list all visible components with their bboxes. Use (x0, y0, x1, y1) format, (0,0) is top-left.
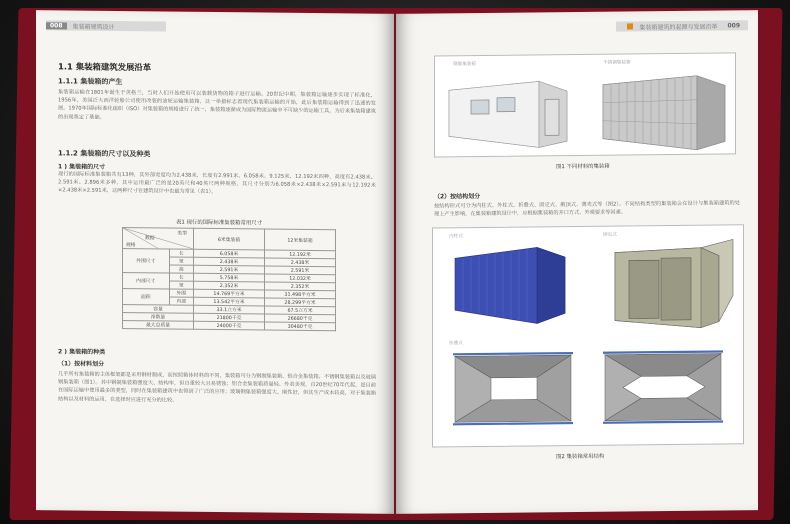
table-cell: 长 (169, 249, 193, 257)
running-head-text: 集装箱建筑的起源与发展沿革 (639, 23, 718, 31)
heading: （2）按结构划分 (434, 193, 481, 201)
containers-illustration (435, 53, 735, 156)
running-head-right (627, 20, 744, 31)
table-cell: 28.299平方米 (265, 298, 336, 307)
table-cell: 净数量 (123, 313, 194, 322)
subsection-title: 1.1.2 集装箱的尺寸以及种类 (58, 149, 151, 159)
table-cell: 14.769平方米 (194, 289, 265, 298)
table-cell: 宽 (169, 257, 193, 265)
paragraph: 现行的国际标准集装箱共有13种，其外部宽度均为2.438米，长度有2.991米、6.058米、9.125米、12.192米四种，高度有2.438米、2.591米、2.896米多种，其中运用最广泛的是20英尺和40英尺两种规格，其尺寸分别为6.058米×2.438米×2.591米与12.192米×2.438米×2.591米，这两种尺寸在建筑设计中也最为常见（表1）。 (58, 171, 376, 196)
figure-label: 钢制集装箱 (453, 62, 476, 68)
table-cell: 12.192米 (265, 250, 336, 259)
table-cell: 2.591米 (194, 265, 265, 274)
section-title: 1.1 集装箱建筑发展沿革 (58, 61, 152, 73)
table-cell: 2.352米 (194, 281, 265, 290)
structures-illustration (433, 225, 743, 446)
table-cell: 31.498平方米 (265, 290, 336, 299)
figure-2 (432, 224, 744, 447)
table-cell: 外围尺寸 (123, 249, 170, 273)
figure-caption: 图2 集装箱常用结构 (556, 453, 605, 461)
table-cell: 12.032米 (265, 274, 336, 283)
table-cell: 宽 (169, 281, 193, 289)
running-head-left (46, 20, 115, 31)
table-cell: 2.438米 (194, 257, 265, 266)
table-header-cell: 6米集装箱 (194, 228, 265, 250)
table-cell: 高 (169, 265, 193, 273)
table-caption: 表1 现行的国际标准集装箱常用尺寸 (176, 219, 263, 227)
figure-label: 不锈钢集装箱 (603, 60, 631, 66)
table-cell: 2.438米 (265, 258, 336, 267)
table-cell: 面积 (123, 289, 170, 305)
table-cell: 33.1立方米 (194, 305, 265, 314)
spec-table (122, 227, 336, 331)
table-row (123, 321, 336, 331)
figure-caption: 图1 不同材料的集装箱 (556, 163, 610, 171)
subsection-title: 1.1.1 集装箱的产生 (58, 77, 123, 87)
table-cell: 内部 (169, 297, 193, 305)
heading: 2 ) 集装箱的种类 (58, 348, 106, 356)
table-cell: 最大总质量 (123, 321, 194, 330)
right-page (396, 10, 758, 514)
heading: 1 ) 集装箱的尺寸 (58, 163, 106, 171)
table-cell: 26680千克 (265, 314, 336, 323)
corner-label: 类型 (177, 231, 187, 237)
table-cell: 13.542平方米 (194, 297, 265, 306)
heading: （1）按材料划分 (58, 360, 105, 368)
paragraph: 几乎所有集装箱的主体框架都是采用钢材制成，而按照箱体材料的不同，集装箱可分为钢制集装箱、铝合金集装箱、不锈钢集装箱以及玻璃钢集装箱（图1）。其中钢制集装箱强度大、结构牢，但自重较大且易锈蚀；铝合金集装箱质量轻、外表美观，自20世纪70年代起，是目前在国际运输中使用最多的类型，同时在集装箱建筑中也得到了广泛的应用；玻璃钢集装箱强度大、刚性好，但其生产成本较高，对于集装箱结构以及材料的运用，在选择时应进行充分的比较。 (58, 371, 376, 404)
page-number: 009 (727, 21, 740, 29)
table-cell: 2.352米 (265, 282, 336, 291)
table-cell: 30480千克 (265, 322, 336, 331)
figure-1 (434, 52, 736, 157)
table-cell: 67.5立方米 (265, 306, 336, 315)
table-cell: 21800千克 (194, 313, 265, 322)
table-cell: 容量 (123, 305, 194, 314)
paragraph: 集装箱运输在1801年诞生于英格兰，当时人们开始使用可以装载货物的箱子进行运输。20世纪中期，集装箱运输逐步实现了标准化，1956年，美国泛大西洋轮船公司使用改装的油轮运输集装箱，这一举措标志着现代集装箱运输的开始，此后集装箱运输得到了迅速的发展。1970年国际标准化组织（ISO）对集装箱的规格进行了统一，集装箱逐渐成为国际物流运输中不可缺少的运输工具，为后来集装箱建筑的出现奠定了基础。 (58, 89, 376, 121)
table-cell: 5.758米 (194, 273, 265, 282)
figure-label: 折叠式 (449, 341, 463, 347)
table-cell: 外围 (169, 289, 193, 297)
section-marker (627, 23, 633, 29)
corner-label: 规格 (126, 243, 136, 249)
figure-label: 固定式 (603, 232, 617, 238)
table-cell: 24000千克 (194, 321, 265, 330)
table-cell: 内部尺寸 (123, 273, 170, 289)
table-cell: 2.591米 (265, 266, 336, 275)
running-head-text: 集装箱建筑设计 (72, 23, 115, 31)
table-header-cell: 12米集装箱 (265, 229, 336, 251)
table-cell: 6.058米 (194, 249, 265, 258)
left-page (36, 10, 394, 514)
figure-label: 内柱式 (449, 234, 463, 240)
paragraph: 按结构形式可分为内柱式、外柱式、折叠式、固定式、敞顶式、薄壳式等（图2）。不同结构类型的集装箱会在设计与集装箱建筑的处理上产生影响，在集装箱建筑设计中，应根据集装箱的开口方式、外观要求等因素。 (434, 200, 740, 218)
page-number: 008 (46, 22, 67, 29)
table-cell: 长 (169, 273, 193, 281)
corner-label: 数据 (145, 236, 155, 242)
